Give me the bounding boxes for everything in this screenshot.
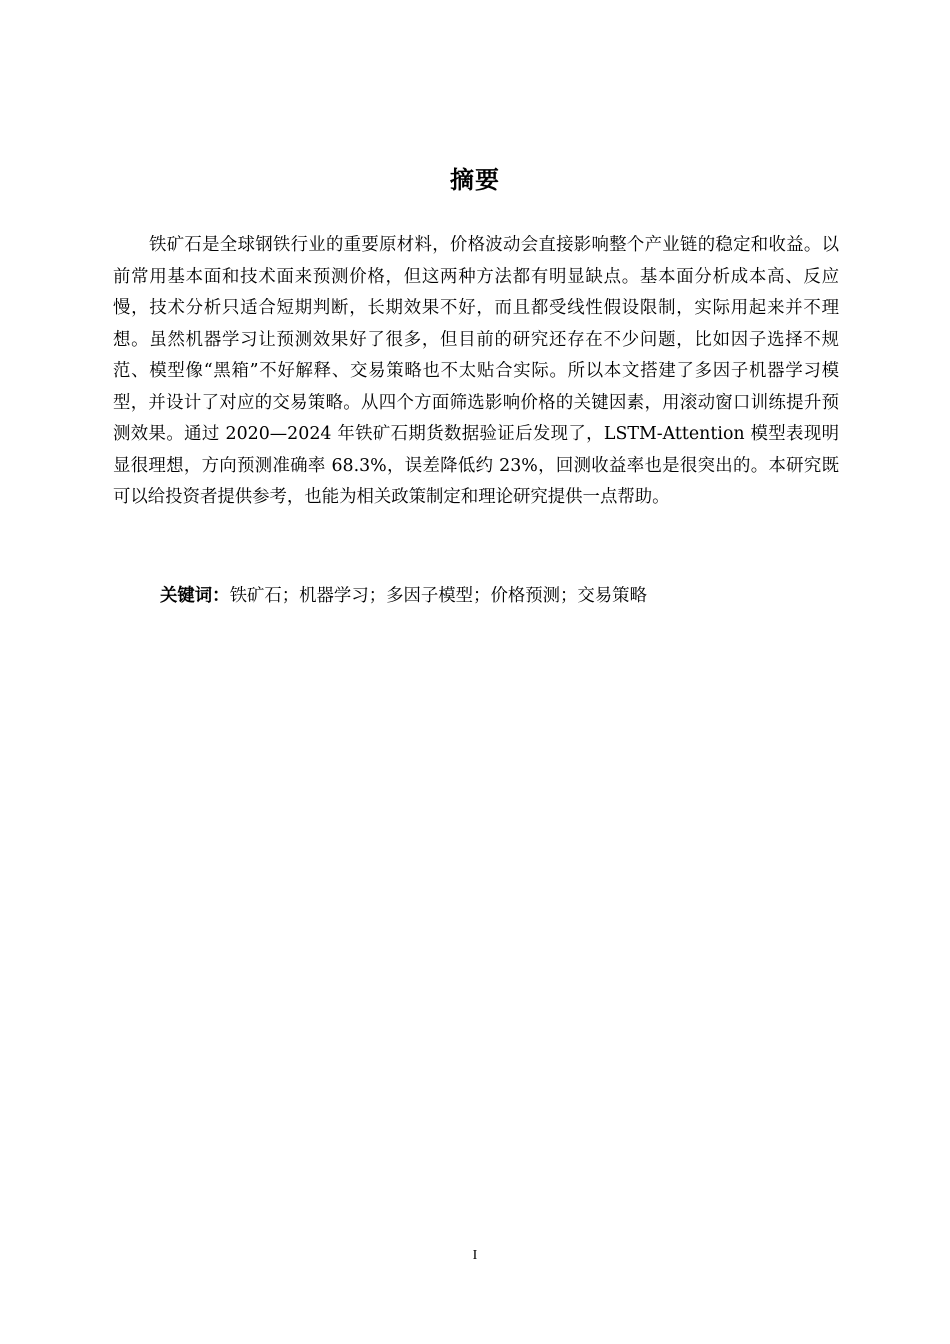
- abstract-title: 摘要: [450, 166, 500, 194]
- abstract-paragraph: 铁矿石是全球钢铁行业的重要原材料，价格波动会直接影响整个产业链的稳定和收益。以前常用基本面和技术面来预测价格，但这两种方法都有明显缺点。基本面分析成本高、反应慢，技术分析只适合短期判断，长期效果不好，而且都受线性假设限制，实际用起来并不理想。虽然机器学习让预测效果好了很多，但目前的研究还存在不少问题，比如因子选择不规范、模型像“黑箱”不好解释、交易策略也不太贴合实际。所以本文搭建了多因子机器学习模型，并设计了对应的交易策略。从四个方面筛选影响价格的关键因素，用滚动窗口训练提升预测效果。通过 2020—2024 年铁矿石期货数据验证后发现了，LSTM-Attention 模型表现明显很理想，方向预测准确率 68.3%，误差降低约 23%，回测收益率也是很突出的。本研究既可以给投资者提供参考，也能为相关政策制定和理论研究提供一点帮助。: [113, 235, 839, 507]
- keywords-line: [160, 581, 840, 612]
- keywords-list: 铁矿石；机器学习；多因子模型；价格预测；交易策略: [229, 586, 647, 606]
- page-number: I: [472, 1248, 478, 1263]
- keywords-label: 关键词：: [160, 586, 230, 606]
